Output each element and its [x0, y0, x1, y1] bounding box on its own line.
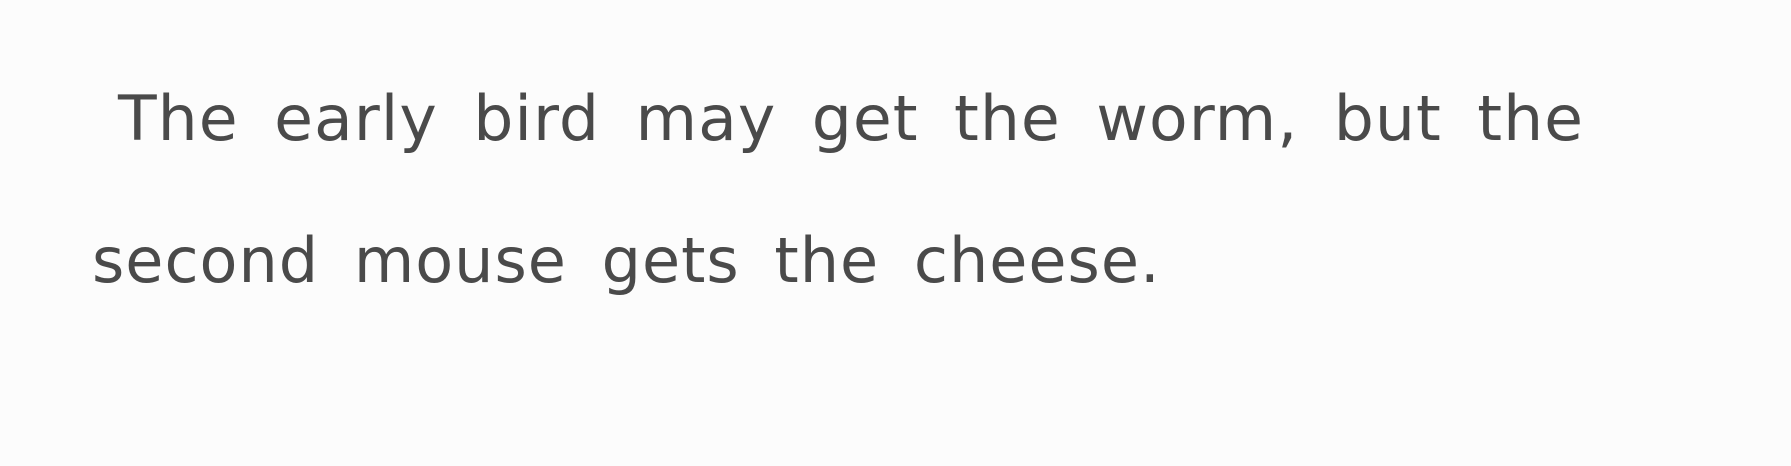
handwriting-line-2: second mouse gets the cheese.: [92, 224, 1161, 297]
handwriting-line-1: The early bird may get the worm, but the: [118, 82, 1585, 155]
